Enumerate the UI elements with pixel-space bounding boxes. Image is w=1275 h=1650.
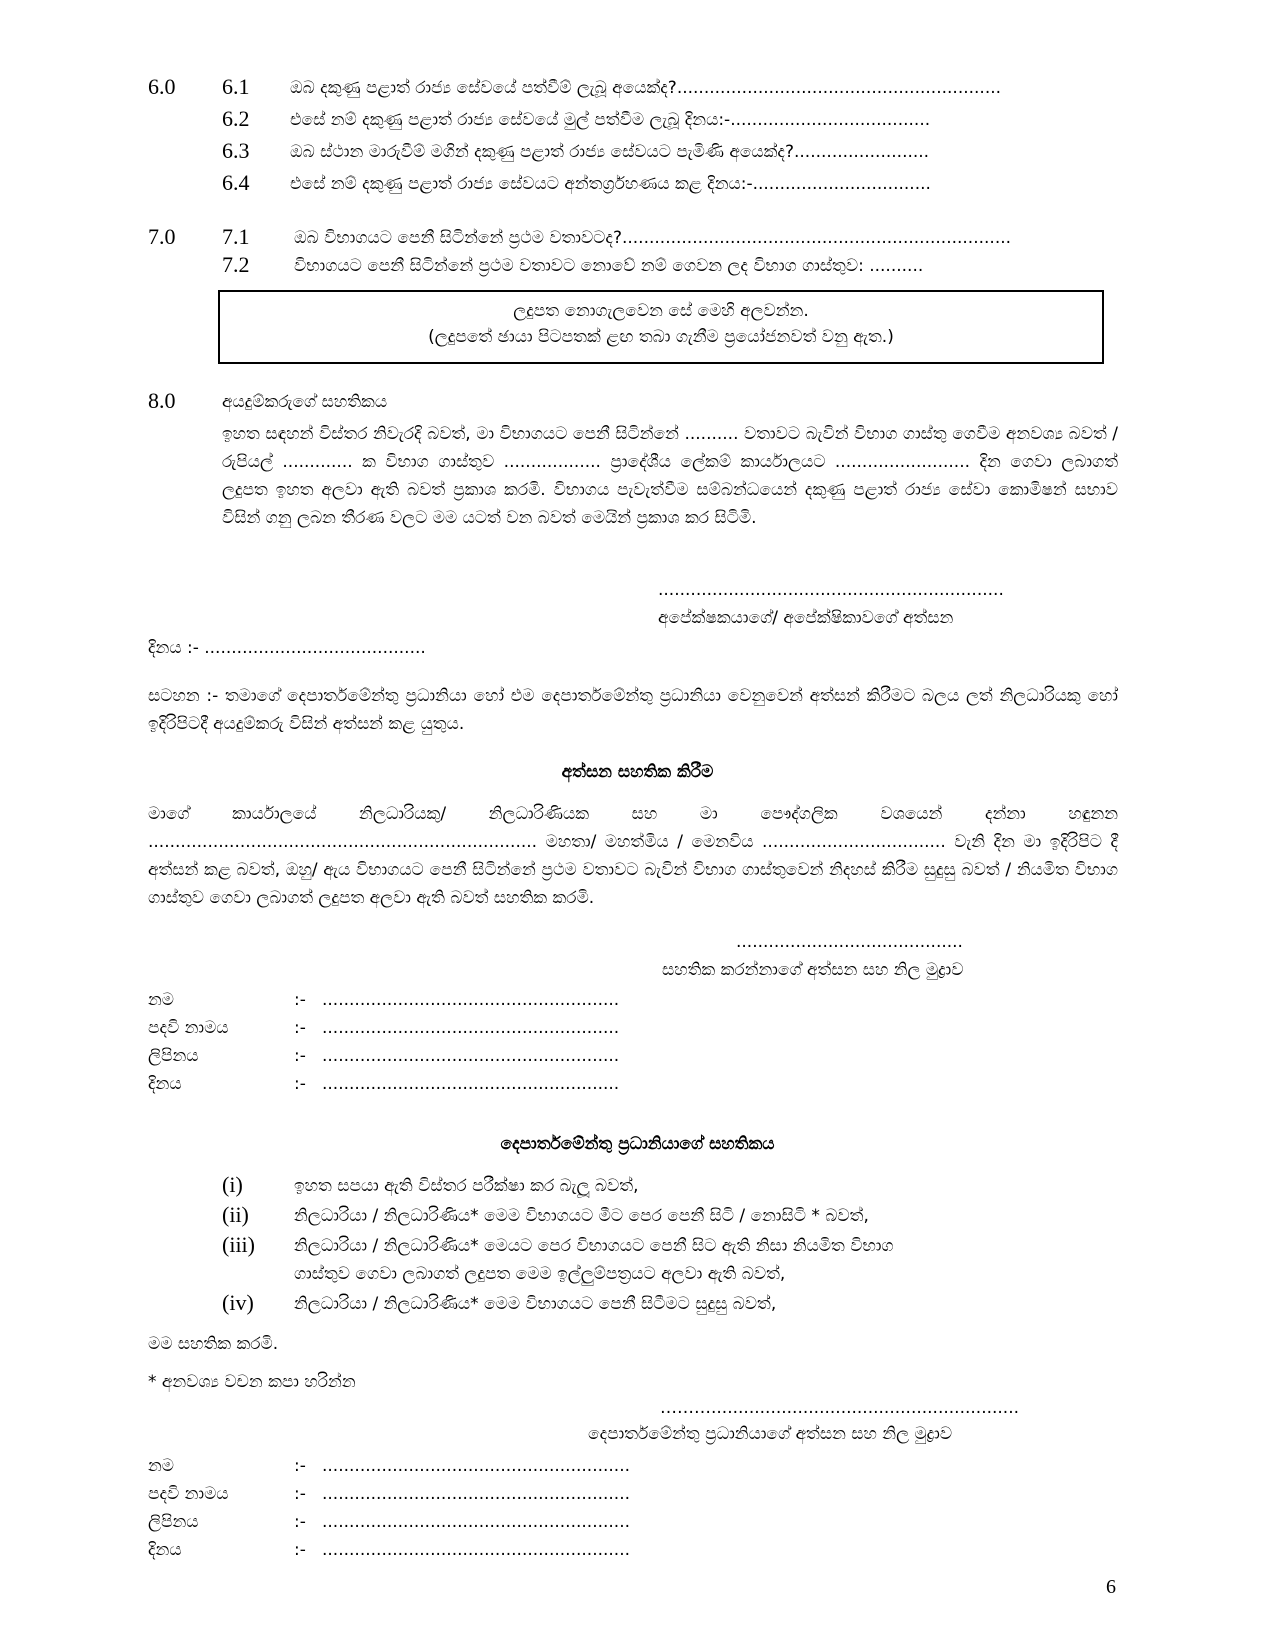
section-8-number: 8.0 <box>148 388 176 413</box>
attestor-designation-label: පදවි නාමය <box>148 1018 229 1038</box>
dept-head-signature-line: ………......................................................... <box>660 1398 1020 1418</box>
dept-name-label: නම <box>148 1456 175 1476</box>
dept-item-i-number: (i) <box>222 1172 243 1197</box>
attestor-signature-label: සහතික කරන්නාගේ අත්සන සහ නිල මුද්‍රාව <box>662 960 964 980</box>
receipt-notice-line-1: ලදුපත නොගැලවෙන සේ මෙහි අලවන්න. <box>513 301 809 321</box>
section-7-number: 7.0 <box>148 224 176 249</box>
page-number: 6 <box>1106 1576 1116 1598</box>
item-6-2-text: එසේ නම් දකුණු පළාත් රාජ්‍ය සේවයේ මුල් පත්වීම ලැබූ දිනය:-..................................... <box>290 110 931 130</box>
dept-item-iv-number: (iv) <box>222 1290 254 1315</box>
dept-item-iii-text: නිලධාරියා / නිලධාරිණිය* මෙයට පෙර විභාගයට පෙනී සිට ඇති නිසා නියමිත විභාග <box>294 1236 894 1256</box>
receipt-notice-box <box>218 290 1104 364</box>
applicant-signature-line: ................................................................ <box>658 580 1004 600</box>
attestor-address-dots: ....................................................... <box>322 1046 620 1066</box>
dept-head-signature-label: දෙපාර්තමේන්තු ප්‍රධානියාගේ අත්සන සහ නිල මුද්‍රාව <box>588 1424 953 1444</box>
dept-designation-dots: ......................................................... <box>322 1484 631 1504</box>
section-6-number: 6.0 <box>148 74 176 99</box>
dept-date-colon: :- <box>294 1540 306 1560</box>
attestation-body: මාගේ කාර්යාලයේ නිලධාරියකු/ නිලධාරිණියක සහ මා පෞද්ගලික වශයෙන් දන්නා හඳුනන ........................................................................ මහතා/ මහත්මිය / මෙනවිය .................................. වැනි දින මා ඉදිරිපිට දී අත්සන් කළ බවත්, ඔහු/ ඇය විභාගයට පෙනී සිටින්නේ ප්‍රථම වතාවට බැවින් විභාග ගාස්තුවෙන් නිදහස් කිරීම සුදුසු බවත් / නියමිත විභාග ගාස්තුව ගෙවා ලබාගත් ලදුපත අලවා ඇති බවත් සහතික කරමි. <box>148 804 1118 908</box>
attestor-name-label: නම <box>148 990 175 1010</box>
item-6-3-number: 6.3 <box>222 138 250 163</box>
attestor-designation-dots: ....................................................... <box>322 1018 620 1038</box>
attestor-date-dots: ....................................................... <box>322 1074 620 1094</box>
item-6-2-number: 6.2 <box>222 106 250 131</box>
item-7-1-text: ඔබ විභාගයට පෙනී සිටින්නේ ප්‍රථම වතාවටද?........................................................................ <box>294 228 1012 248</box>
dept-designation-label: පදවි නාමය <box>148 1484 229 1504</box>
dept-date-label: දිනය <box>148 1540 182 1560</box>
item-6-1-number: 6.1 <box>222 74 250 99</box>
dept-address-label: ලිපිනය <box>148 1512 199 1532</box>
strike-out-footnote: * අනවශ්‍ය වචන කපා හරින්න <box>148 1372 356 1392</box>
dept-name-colon: :- <box>294 1456 306 1476</box>
dept-head-title: දෙපාර්තමේන්තු ප්‍රධානියාගේ සහතිකය <box>500 1134 775 1154</box>
attestor-signature-line: .......................................... <box>736 932 963 952</box>
attestation-title: අත්සන සහතික කිරීම <box>561 762 714 782</box>
dept-item-ii-text: නිලධාරියා / නිලධාරිණිය* මෙම විභාගයට මීට පෙර පෙනී සිටි / නොසිටි * බවත්, <box>294 1206 869 1226</box>
dept-date-dots: ......................................................... <box>322 1540 631 1560</box>
attestor-name-colon: :- <box>294 990 306 1010</box>
dept-item-iii-number: (iii) <box>222 1232 255 1257</box>
attestor-designation-colon: :- <box>294 1018 306 1038</box>
applicant-certificate-body: ඉහත සඳහන් විස්තර නිවැරදි බවත්, මා විභාගයට පෙනී සිටින්නේ .......... වතාවට බැවින් විභාග ගාස්තු ගෙවීම අනවශ්‍ය බවත් / රුපියල් ............. ක විභාග ගාස්තුව .................. ප්‍රාදේශීය ලේකම් කාර්යාලයට ......................... දින ගෙවා ලබාගත් ලදුපත ඉහත අලවා ඇති බවත් ප්‍රකාශ කරමි. විභාගය පැවැත්වීම සම්බන්ධයෙන් දකුණු පළාත් රාජ්‍ය සේවා කොමිෂන් සභාව විසින් ගනු ලබන තීරණ වලට මම යටත් වන බවත් මෙයින් ප්‍රකාශ කර සිටිමි. <box>222 424 1118 528</box>
signature-note: සටහන :- තමාගේ දෙපාර්තමේන්තු ප්‍රධානියා හෝ එම දෙපාර්තමේන්තු ප්‍රධානියා වෙනුවෙන් අත්සන් කිරීමට බලය ලත් නිලධාරියකු හෝ ඉදිරිපිටදී අයදුම්කරු විසින් අත්සන් කළ යුතුය. <box>148 686 1118 734</box>
dept-address-dots: ......................................................... <box>322 1512 631 1532</box>
dept-item-iv-text: නිලධාරියා / නිලධාරිණිය* මෙම විභාගයට පෙනී සිටීමට සුදුසු බවත්, <box>294 1294 777 1314</box>
receipt-notice-line-2: (ලදුපතේ ඡායා පිටපතක් ළඟ තබා ගැනීම ප්‍රයෝජනවත් වනු ඇත.) <box>428 327 894 347</box>
applicant-certificate-heading: අයදුම්කරුගේ සහතිකය <box>222 392 388 412</box>
dept-designation-colon: :- <box>294 1484 306 1504</box>
item-6-3-text: ඔබ ස්ථාන මාරුවීම් මගින් දකුණු පළාත් රාජ්‍ය සේවයට පැමිණි අයෙක්ද?......................... <box>290 142 930 162</box>
item-7-2-number: 7.2 <box>222 252 250 277</box>
dept-item-ii-number: (ii) <box>222 1202 249 1227</box>
attestor-address-label: ලිපිනය <box>148 1046 199 1066</box>
attestor-date-label: දිනය <box>148 1074 182 1094</box>
item-7-1-number: 7.1 <box>222 224 250 249</box>
dept-item-iii-text-cont: ගාස්තුව ගෙවා ලබාගත් ලදුපත මෙම ඉල්ලුම්පත්‍රයට අලවා ඇති බවත්, <box>294 1264 786 1284</box>
attestor-name-dots: ....................................................... <box>322 990 620 1010</box>
dept-address-colon: :- <box>294 1512 306 1532</box>
item-6-4-text: එසේ නම් දකුණු පළාත් රාජ්‍ය සේවයට අන්තර්ග්‍රහණය කළ දිනය:-................................. <box>290 174 931 194</box>
applicant-date-field: දිනය :- ......................................... <box>148 638 426 658</box>
attestor-address-colon: :- <box>294 1046 306 1066</box>
item-6-4-number: 6.4 <box>222 170 250 195</box>
dept-certify-statement: මම සහතික කරමි. <box>148 1334 279 1354</box>
item-7-2-text: විභාගයට පෙනී සිටින්නේ ප්‍රථම වතාවට නොවේ නම් ගෙවන ලද විභාග ගාස්තුව: .......... <box>294 256 924 276</box>
attestor-date-colon: :- <box>294 1074 306 1094</box>
item-6-1-text: ඔබ දකුණු පළාත් රාජ්‍ය සේවයේ පත්වීම් ලැබූ අයෙක්ද?............................................................ <box>290 78 1002 98</box>
dept-item-i-text: ඉහත සපයා ඇති විස්තර පරීක්ෂා කර බැලූ බවත්, <box>294 1176 639 1196</box>
dept-name-dots: ......................................................... <box>322 1456 631 1476</box>
applicant-signature-label: අපේක්ෂකයාගේ/ අපේක්ෂිකාවගේ අත්සන <box>658 608 954 628</box>
